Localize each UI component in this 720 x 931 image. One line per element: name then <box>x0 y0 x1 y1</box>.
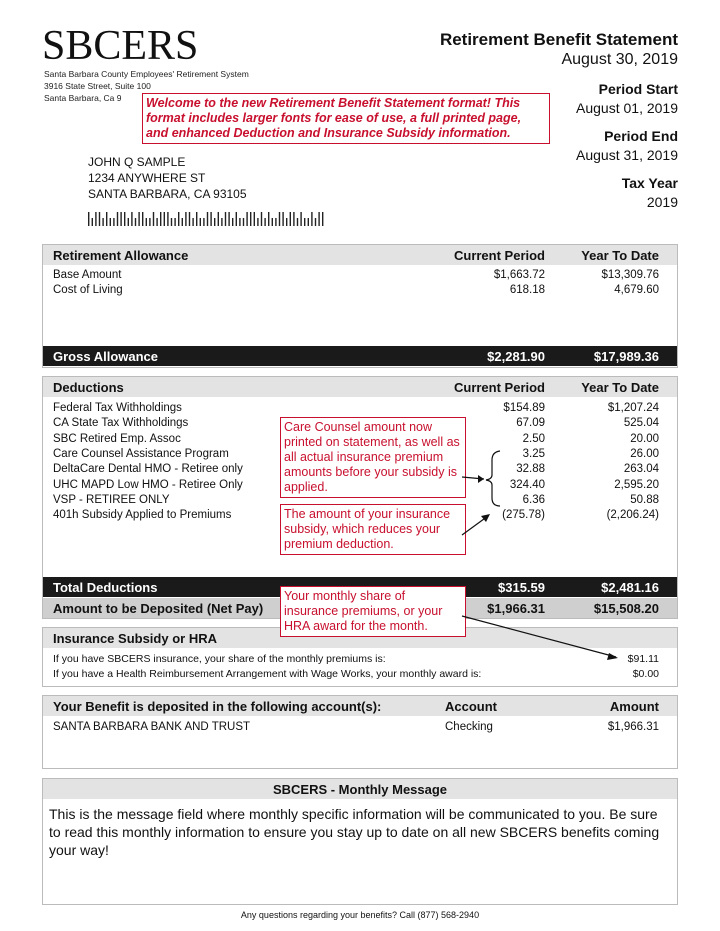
gross-allowance-label: Gross Allowance <box>53 349 158 364</box>
barcode-bar <box>99 212 100 226</box>
barcode-bar <box>243 218 244 226</box>
deposit-bank: SANTA BARBARA BANK AND TRUST <box>53 721 251 733</box>
barcode-bar <box>164 212 165 226</box>
period-start-label: Period Start <box>598 81 678 97</box>
barcode-bar <box>322 212 323 226</box>
subsidy-header: Insurance Subsidy or HRA <box>53 631 217 646</box>
barcode-bar <box>286 218 287 226</box>
barcode-bar <box>200 218 201 226</box>
deposit-col-account: Account <box>445 699 497 714</box>
subsidy-line1-amount: $91.11 <box>627 653 659 665</box>
barcode-bar <box>156 218 157 226</box>
row-current: 2.50 <box>522 432 545 445</box>
barcode-bar <box>293 212 294 226</box>
barcode-bar <box>120 212 121 226</box>
barcode-bar <box>236 212 237 226</box>
barcode-bar <box>232 218 233 226</box>
deposit-col-amount: Amount <box>609 699 659 714</box>
barcode-bar <box>268 212 269 226</box>
barcode-bar <box>221 218 222 226</box>
gross-allowance-current: $2,281.90 <box>487 349 545 364</box>
message-section <box>42 778 678 905</box>
row-current: 324.40 <box>509 478 545 491</box>
message-header-bar <box>43 779 677 799</box>
barcode-bar <box>210 212 211 226</box>
table-row <box>43 269 677 284</box>
barcode-bar <box>142 212 143 226</box>
period-start-value: August 01, 2019 <box>576 100 678 116</box>
barcode-bar <box>254 212 255 226</box>
barcode-bar <box>264 218 265 226</box>
net-pay-label: Amount to be Deposited (Net Pay) <box>53 601 264 616</box>
barcode-bar <box>304 218 305 226</box>
deposit-row <box>43 721 677 736</box>
barcode-bar <box>146 218 147 226</box>
net-pay-ytd: $15,508.20 <box>593 601 659 616</box>
monthly-share-callout: Your monthly share of insurance premiums, or your HRA award for the month. <box>280 586 466 637</box>
barcode-bar <box>171 218 172 226</box>
row-ytd: $1,207.24 <box>607 402 659 414</box>
barcode-bar <box>117 212 118 226</box>
row-label: VSP - RETIREE ONLY <box>53 493 170 506</box>
statement-date: August 30, 2019 <box>561 51 678 68</box>
barcode-bar <box>88 212 89 226</box>
total-deductions-ytd: $2,481.16 <box>601 580 659 595</box>
deposit-header-bar <box>43 696 677 716</box>
subsidy-line2-text: If you have a Health Reimbursement Arrangement with Wage Works, your monthly award is: <box>53 668 482 680</box>
barcode-bar <box>228 212 229 226</box>
barcode-bar <box>131 212 132 226</box>
tax-year-value: 2019 <box>646 194 678 210</box>
row-label: Care Counsel Assistance Program <box>53 447 229 460</box>
row-ytd: $13,309.76 <box>601 269 659 281</box>
barcode-bar <box>182 218 183 226</box>
barcode-bar <box>124 212 125 226</box>
allowance-header-bar <box>43 245 677 265</box>
net-pay-current: $1,966.31 <box>487 601 545 616</box>
table-row <box>43 284 677 299</box>
barcode-bar <box>261 212 262 226</box>
row-current: (275.78) <box>502 509 545 522</box>
barcode-bar <box>149 218 150 226</box>
message-body: This is the message field where monthly specific information will be communicated to you. Be sure to read this monthly information to ensure you stay up to date on all new SBCERS benefits coming your way! <box>49 806 660 858</box>
deductions-col-current: Current Period <box>453 380 545 395</box>
footer-contact: Any questions regarding your benefits? Call (877) 568-2940 <box>240 910 480 920</box>
barcode-bar <box>110 218 111 226</box>
deductions-header: Deductions <box>53 380 124 395</box>
barcode-bar <box>196 212 197 226</box>
barcode-bar <box>311 212 312 226</box>
barcode-bar <box>225 212 226 226</box>
deposit-account: Checking <box>445 721 493 733</box>
barcode-bar <box>189 212 190 226</box>
row-ytd: 50.88 <box>630 493 659 506</box>
allowance-col-current: Current Period <box>453 248 545 263</box>
row-ytd: 4,679.60 <box>614 284 659 296</box>
barcode-bar <box>185 212 186 226</box>
barcode-bar <box>138 212 139 226</box>
welcome-callout: Welcome to the new Retirement Benefit Statement format! This format includes larger fonts for ease of use, a full printed page, and enhanced Deduction and Insurance Subsidy information. <box>142 93 550 144</box>
postal-barcode <box>88 212 328 226</box>
period-end-value: August 31, 2019 <box>576 147 678 163</box>
barcode-bar <box>272 218 273 226</box>
allowance-section <box>42 244 678 368</box>
deductions-header-bar <box>43 377 677 397</box>
barcode-bar <box>275 218 276 226</box>
message-header: SBCERS - Monthly Message <box>272 782 448 797</box>
row-label: DeltaCare Dental HMO - Retiree only <box>53 463 243 476</box>
barcode-bar <box>102 218 103 226</box>
barcode-bar <box>113 218 114 226</box>
subsidy-line-2 <box>43 668 677 683</box>
barcode-bar <box>95 212 96 226</box>
period-end-label: Period End <box>604 128 678 144</box>
barcode-bar <box>297 218 298 226</box>
recipient-street: 1234 ANYWHERE ST <box>88 171 206 185</box>
row-ytd: 263.04 <box>623 463 659 476</box>
barcode-bar <box>318 212 319 226</box>
barcode-bar <box>106 212 107 226</box>
row-ytd: 525.04 <box>623 417 659 430</box>
barcode-bar <box>135 218 136 226</box>
barcode-bar <box>257 218 258 226</box>
row-current: $1,663.72 <box>493 269 545 281</box>
row-label: UHC MAPD Low HMO - Retiree Only <box>53 478 243 491</box>
row-ytd: (2,206.24) <box>606 509 659 522</box>
subsidy-line-1 <box>43 653 677 668</box>
barcode-bar <box>279 212 280 226</box>
gross-allowance-bar <box>43 346 677 366</box>
barcode-bar <box>218 212 219 226</box>
barcode-bar <box>92 218 93 226</box>
total-deductions-label: Total Deductions <box>53 580 158 595</box>
row-label: SBC Retired Emp. Assoc <box>53 432 181 445</box>
row-current: 6.36 <box>522 493 545 506</box>
table-row <box>43 402 677 417</box>
barcode-bar <box>300 212 301 226</box>
row-current: $154.89 <box>503 402 545 414</box>
allowance-col-ytd: Year To Date <box>581 248 659 263</box>
subsidy-line1-text: If you have SBCERS insurance, your share of the monthly premiums is: <box>53 653 386 665</box>
barcode-bar <box>282 212 283 226</box>
row-current: 67.09 <box>516 417 545 430</box>
row-current: 3.25 <box>522 447 545 460</box>
row-current: 618.18 <box>509 284 545 296</box>
barcode-bar <box>153 212 154 226</box>
row-label: Cost of Living <box>53 284 123 296</box>
barcode-bar <box>308 218 309 226</box>
total-deductions-current: $315.59 <box>498 580 545 595</box>
sbcers-logo: SBCERS <box>42 23 199 69</box>
deposit-section <box>42 695 678 769</box>
row-ytd: 20.00 <box>630 432 659 445</box>
barcode-bar <box>214 218 215 226</box>
row-label: Base Amount <box>53 269 122 281</box>
row-label: Federal Tax Withholdings <box>53 402 182 414</box>
row-ytd: 2,595.20 <box>614 478 659 491</box>
row-label: 401h Subsidy Applied to Premiums <box>53 509 232 522</box>
barcode-bar <box>128 218 129 226</box>
org-address-line2: Santa Barbara, Ca 9 <box>44 93 122 103</box>
tax-year-label: Tax Year <box>621 175 678 191</box>
deposit-amount: $1,966.31 <box>607 721 659 733</box>
deposit-header: Your Benefit is deposited in the following account(s): <box>53 699 382 714</box>
care-counsel-callout: Care Counsel amount now printed on statement, as well as all actual insurance premium amounts before your subsidy is applied. <box>280 417 466 498</box>
barcode-bar <box>239 218 240 226</box>
barcode-bar <box>167 212 168 226</box>
row-current: 32.88 <box>516 463 545 476</box>
gross-allowance-ytd: $17,989.36 <box>593 349 659 364</box>
recipient-name: JOHN Q SAMPLE <box>88 155 186 169</box>
row-ytd: 26.00 <box>630 447 659 460</box>
barcode-bar <box>207 212 208 226</box>
recipient-city: SANTA BARBARA, CA 93105 <box>88 187 247 201</box>
barcode-bar <box>203 218 204 226</box>
barcode-bar <box>160 212 161 226</box>
statement-title: Retirement Benefit Statement <box>439 30 678 49</box>
barcode-bar <box>315 218 316 226</box>
deductions-col-ytd: Year To Date <box>581 380 659 395</box>
org-address-line1: 3916 State Street, Suite 100 <box>44 81 151 91</box>
barcode-bar <box>174 218 175 226</box>
barcode-bar <box>246 212 247 226</box>
subsidy-callout: The amount of your insurance subsidy, which reduces your premium deduction. <box>280 504 466 555</box>
subsidy-line2-amount: $0.00 <box>632 668 659 680</box>
row-label: CA State Tax Withholdings <box>53 417 189 430</box>
barcode-bar <box>192 218 193 226</box>
barcode-bar <box>178 212 179 226</box>
barcode-bar <box>250 212 251 226</box>
org-name: Santa Barbara County Employees' Retirement System <box>44 69 249 79</box>
barcode-bar <box>290 212 291 226</box>
allowance-header: Retirement Allowance <box>53 248 189 263</box>
